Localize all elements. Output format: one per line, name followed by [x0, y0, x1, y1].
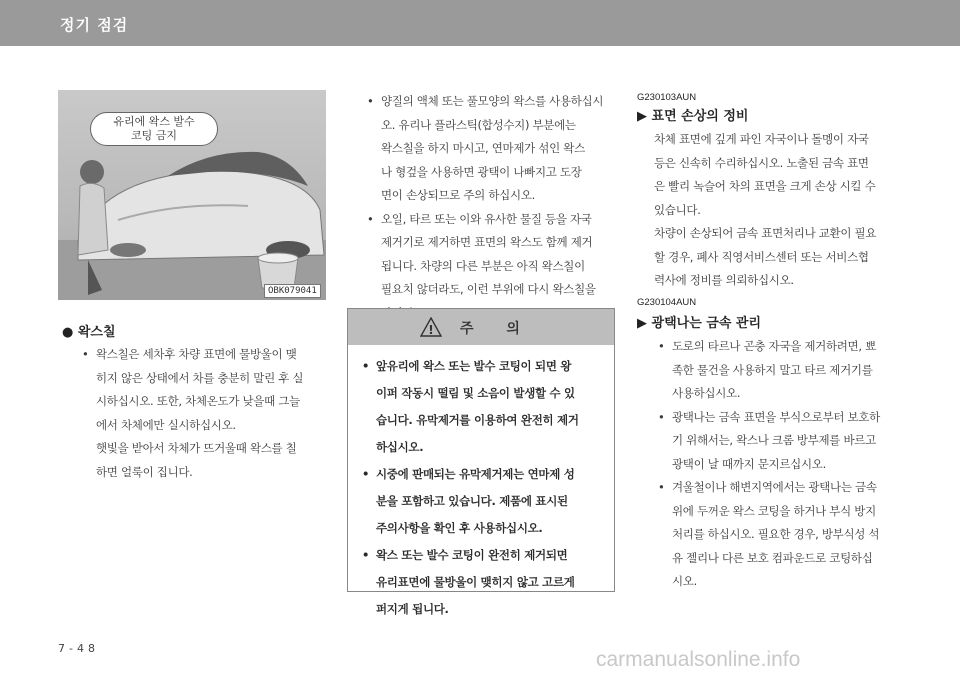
middle-bullet-1 [367, 90, 617, 208]
warning-triangle-icon [420, 317, 442, 337]
wax-heading [62, 321, 116, 340]
section-title: 정기 점검 [60, 16, 129, 34]
middle-line: 제거기로 제거하면 표면의 왁스도 함께 제거 [381, 235, 593, 249]
metal-bullet-1 [658, 335, 908, 406]
metal-line: 위에 두꺼운 왁스 코팅을 하거나 부식 방지 [672, 503, 876, 518]
middle-line: 필요치 않더라도, 이런 부위에 다시 왁스칠을 [381, 282, 596, 296]
metal-bullet-3 [658, 476, 908, 594]
section-code-1: G230103AUN [637, 92, 697, 103]
surface-line: 할 경우, 폐사 직영서비스센터 또는 서비스협 [654, 249, 869, 264]
caution-item-3 [362, 542, 608, 623]
callout-bubble [90, 112, 218, 146]
caution-body [362, 353, 608, 623]
middle-line: 나 형겊을 사용하면 광택이 나빠지고 도장 [381, 164, 582, 179]
watermark: carmanualsonline.info [596, 648, 801, 671]
caution-line: 퍼지게 됩니다. [376, 602, 449, 616]
callout-line-1: 유리에 왁스 발수 [113, 115, 195, 128]
caution-line: 유리표면에 물방울이 맺히지 않고 고르게 [376, 575, 575, 589]
caution-line: • 시중에 판매되는 유막제거제는 연마제 성 [376, 467, 575, 481]
warning-mark: ! [428, 323, 434, 337]
photo-code: OBK079041 [264, 284, 321, 298]
caution-line: • 앞유리에 왁스 또는 발수 코팅이 되면 왕 [376, 359, 572, 373]
middle-line: • 양질의 액체 또는 풀모양의 왁스를 사용하십시 [381, 94, 604, 108]
surface-line: 있습니다. [654, 202, 701, 217]
metal-line: 유 젤리나 다른 보호 컴파운드로 코팅하십 [672, 550, 873, 565]
middle-paragraph [367, 90, 617, 325]
section-code-2: G230104AUN [637, 297, 697, 308]
wax-line: 에서 차체에만 실시하십시오. [96, 417, 236, 432]
surface-repair-title: ▶ 표면 손상의 정비 [637, 109, 749, 124]
page-number: 7-48 [58, 642, 99, 655]
metal-line: 사용하십시오. [672, 386, 741, 400]
surface-line: 력사에 정비를 의뢰하십시오. [654, 273, 794, 287]
caution-line: 분을 포함하고 있습니다. 제품에 표시된 [376, 494, 568, 508]
surface-line: 은 빨리 녹슬어 차의 표면을 크게 손상 시킬 수 [654, 179, 876, 193]
wax-line: 하면 얼룩이 집니다. [96, 464, 193, 479]
surface-repair-paragraph [654, 128, 906, 293]
metal-care-title: ▶ 광택나는 금속 관리 [637, 316, 762, 331]
metal-line: • 광택나는 금속 표면을 부식으로부터 보호하 [672, 409, 880, 424]
surface-line: 차체 표면에 깊게 파인 자국이나 돌멩이 자국 [654, 132, 869, 146]
wax-paragraph [82, 343, 344, 484]
callout-line-2: 코팅 금지 [130, 129, 177, 142]
caution-item-1 [362, 353, 608, 461]
wax-line: 햇빛을 받아서 차체가 뜨거울때 왁스를 칠 [96, 441, 297, 455]
middle-line: • 오일, 타르 또는 이와 유사한 물질 등을 자국 [381, 211, 592, 226]
metal-line: 광택이 날 때까지 문지르십시오. [672, 456, 826, 471]
caution-line: 습니다. 유막제거를 이용하여 완전히 제거 [376, 413, 579, 427]
caution-header [348, 309, 614, 345]
middle-line: 됩니다. 차량의 다른 부분은 아직 왁스칠이 [381, 258, 585, 273]
wax-line: 시하십시오. 또한, 차체온도가 낮을때 그늘 [96, 394, 300, 408]
wax-line: 히지 않은 상태에서 차를 충분히 말린 후 실 [96, 370, 304, 385]
bullet-circle-icon: ● [62, 325, 74, 340]
caution-line: 주의사항을 확인 후 사용하십시오. [376, 521, 543, 535]
caution-title: 주 의 [460, 321, 534, 337]
wax-bullet [82, 343, 344, 484]
surface-line: 차량이 손상되어 금속 표면처리나 교환이 필요 [654, 226, 877, 240]
metal-line: • 겨울철이나 해변지역에서는 광택나는 금속 [672, 480, 877, 494]
wax-line: • 왁스칠은 세차후 차량 표면에 물방울이 맺 [96, 347, 297, 361]
caution-line: 이퍼 작동시 떨림 및 소음이 발생할 수 있 [376, 386, 575, 400]
metal-line: 족한 물건을 사용하지 말고 타르 제거기를 [672, 362, 873, 377]
metal-line: 시오. [672, 574, 697, 588]
metal-line: 기 위해서는, 왁스나 크롬 방부제를 바르고 [672, 433, 876, 447]
middle-line: 왁스칠을 하지 마시고, 연마제가 섞인 왁스 [381, 141, 585, 155]
caution-item-2 [362, 461, 608, 542]
surface-line: 등은 신속히 수리하십시오. 노출된 금속 표면 [654, 155, 869, 170]
metal-line: 처리를 하십시오. 필요한 경우, 방부식성 석 [672, 527, 880, 541]
caution-box [347, 308, 615, 616]
metal-care-paragraph [658, 335, 908, 594]
wax-title: 왁스칠 [77, 325, 116, 340]
caution-line: • 왁스 또는 발수 코팅이 완전히 제거되면 [376, 548, 568, 562]
caution-line: 하십시오. [376, 440, 424, 454]
metal-line: • 도로의 타르나 곤충 자국을 제거하려면, 뾰 [672, 339, 876, 353]
metal-bullet-2 [658, 406, 908, 477]
page-header [0, 0, 960, 46]
middle-line: 면이 손상되므로 주의 하십시오. [381, 188, 535, 202]
middle-line: 오. 유리나 플라스틱(합성수지) 부분에는 [381, 117, 576, 132]
